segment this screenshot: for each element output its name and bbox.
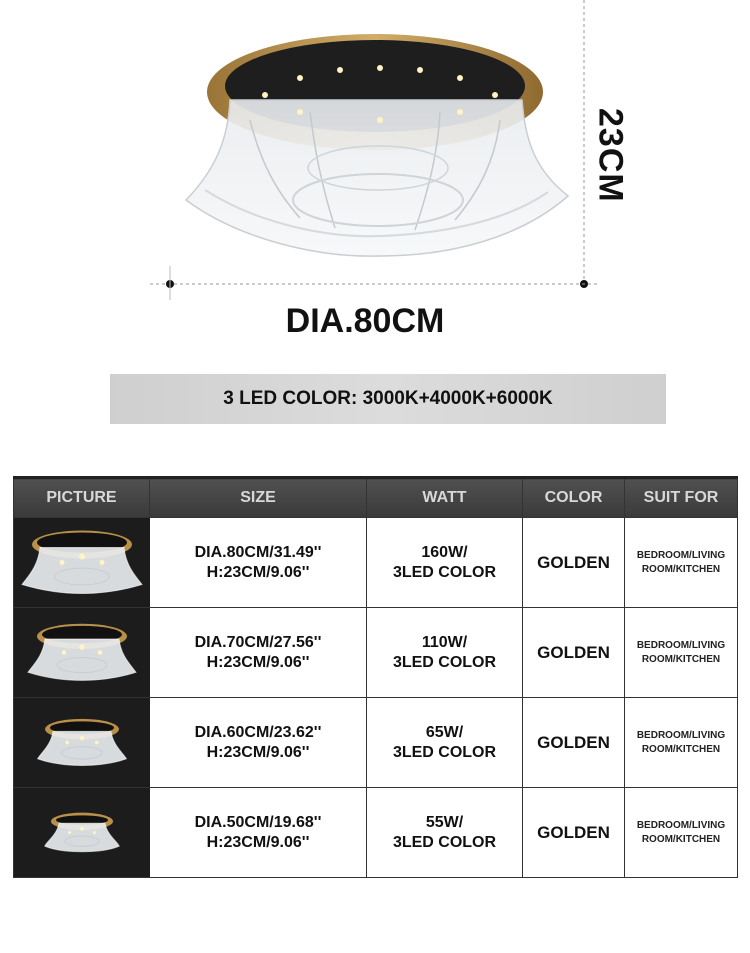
suit-line-1: BEDROOM/LIVING bbox=[636, 819, 726, 831]
suit-line-2: ROOM/KITCHEN bbox=[641, 653, 721, 665]
size-diameter: DIA.50CM/19.68'' bbox=[194, 813, 322, 831]
watt-cell bbox=[367, 788, 523, 878]
size-cell bbox=[150, 608, 367, 698]
watt-led-color: 3LED COLOR bbox=[392, 563, 497, 581]
color-cell: GOLDEN bbox=[523, 518, 625, 608]
watt-value: 65W/ bbox=[425, 723, 464, 741]
size-cell bbox=[150, 518, 367, 608]
size-height: H:23CM/9.06'' bbox=[206, 563, 310, 581]
watt-led-color: 3LED COLOR bbox=[392, 833, 497, 851]
watt-value: 160W/ bbox=[421, 543, 468, 561]
header-picture: PICTURE bbox=[14, 478, 150, 518]
size-diameter: DIA.80CM/31.49'' bbox=[194, 543, 322, 561]
ceiling-light-thumbnail bbox=[14, 518, 150, 607]
header-color: COLOR bbox=[523, 478, 625, 518]
header-suit-for: SUIT FOR bbox=[625, 478, 738, 518]
product-thumbnail bbox=[14, 788, 150, 878]
watt-value: 55W/ bbox=[425, 813, 464, 831]
product-thumbnail bbox=[14, 698, 150, 788]
size-diameter: DIA.70CM/27.56'' bbox=[194, 633, 322, 651]
spec-table bbox=[13, 476, 738, 878]
suit-for-cell bbox=[625, 608, 738, 698]
size-cell bbox=[150, 698, 367, 788]
suit-line-2: ROOM/KITCHEN bbox=[641, 743, 721, 755]
size-diameter: DIA.60CM/23.62'' bbox=[194, 723, 322, 741]
ceiling-light-thumbnail bbox=[14, 698, 150, 787]
color-cell: GOLDEN bbox=[523, 608, 625, 698]
table-row bbox=[14, 788, 738, 878]
suit-line-1: BEDROOM/LIVING bbox=[636, 639, 726, 651]
header-watt: WATT bbox=[367, 478, 523, 518]
suit-for-cell bbox=[625, 518, 738, 608]
size-height: H:23CM/9.06'' bbox=[206, 653, 310, 671]
suit-line-2: ROOM/KITCHEN bbox=[641, 563, 721, 575]
suit-line-1: BEDROOM/LIVING bbox=[636, 729, 726, 741]
header-size: SIZE bbox=[150, 478, 367, 518]
size-height: H:23CM/9.06'' bbox=[206, 833, 310, 851]
table-row bbox=[14, 518, 738, 608]
suit-for-cell bbox=[625, 698, 738, 788]
watt-led-color: 3LED COLOR bbox=[392, 743, 497, 761]
ceiling-light-thumbnail bbox=[14, 608, 150, 697]
suit-for-cell bbox=[625, 788, 738, 878]
hero-section bbox=[0, 0, 750, 360]
size-height: H:23CM/9.06'' bbox=[206, 743, 310, 761]
suit-line-1: BEDROOM/LIVING bbox=[636, 549, 726, 561]
color-cell: GOLDEN bbox=[523, 788, 625, 878]
table-row bbox=[14, 608, 738, 698]
size-cell bbox=[150, 788, 367, 878]
table-row bbox=[14, 698, 738, 788]
product-thumbnail bbox=[14, 608, 150, 698]
table-header-row bbox=[14, 478, 738, 518]
watt-cell bbox=[367, 698, 523, 788]
product-thumbnail bbox=[14, 518, 150, 608]
watt-cell bbox=[367, 608, 523, 698]
watt-cell bbox=[367, 518, 523, 608]
diameter-label: DIA.80CM bbox=[285, 302, 445, 340]
ceiling-light-thumbnail bbox=[14, 788, 150, 877]
watt-value: 110W/ bbox=[421, 633, 468, 651]
watt-led-color: 3LED COLOR bbox=[392, 653, 497, 671]
led-color-banner: 3 LED COLOR: 3000K+4000K+6000K bbox=[110, 374, 666, 424]
color-cell: GOLDEN bbox=[523, 698, 625, 788]
height-label: 23CM bbox=[591, 107, 630, 203]
suit-line-2: ROOM/KITCHEN bbox=[641, 833, 721, 845]
